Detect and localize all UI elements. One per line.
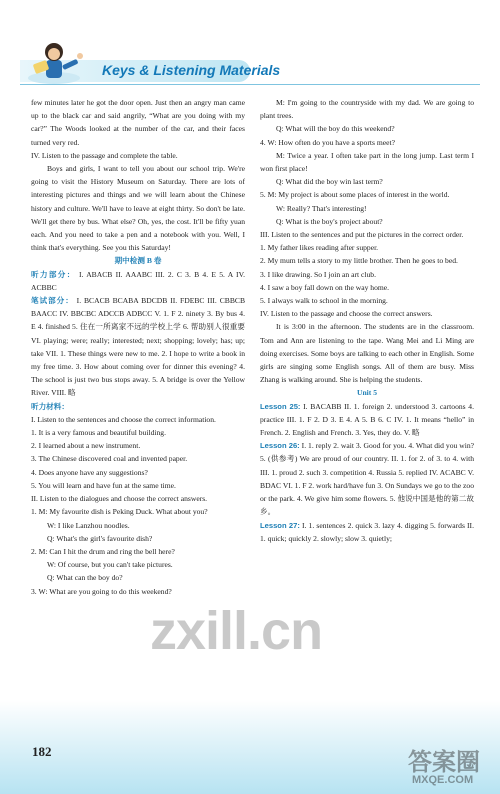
- paragraph-text: Q: What is the boy's project about?: [276, 216, 383, 226]
- paragraph-text: 5. You will learn and have fun at the same time.: [31, 480, 176, 490]
- watermark-center: zxill.cn: [150, 601, 323, 661]
- paragraph: [31, 452, 245, 465]
- paragraph: [260, 122, 474, 135]
- paragraph: [260, 175, 474, 188]
- paragraph: [260, 228, 474, 241]
- paragraph-text: Boys and girls, I want to tell you about our school trip. We're going to visit the History Museum on Saturday. There are lots of interesting pictures and things and we will learn about the Chinese history and culture. We'll have to leave at eight thirty. So don't be late. We'll get there by bus. What else? Oh, yes, the cost. It'll be fifty yuan each. And you need to take a pen and a notebook with you. Well, I think that's everything. See you this Saturday!: [31, 164, 245, 253]
- paragraph: [31, 519, 245, 532]
- paragraph: [31, 294, 245, 400]
- paragraph-text: 1. It is a very famous and beautiful building.: [31, 428, 166, 438]
- paragraph: [260, 96, 474, 122]
- paragraph: [260, 307, 474, 320]
- paragraph: [31, 466, 245, 479]
- section-label: 笔试部分：: [31, 296, 74, 306]
- section-label: Lesson 27:: [260, 520, 300, 530]
- paragraph-text: W: Really? That's interesting!: [276, 203, 367, 213]
- paragraph: [31, 571, 245, 584]
- paragraph: [31, 439, 245, 452]
- paragraph-text: 4. I saw a boy fall down on the way home.: [260, 282, 390, 292]
- paragraph: [260, 294, 474, 307]
- paragraph: [260, 519, 474, 545]
- paragraph-text: W: I like Lanzhou noodles.: [47, 520, 130, 530]
- paragraph-text: Unit 5: [356, 388, 378, 398]
- paragraph: [31, 268, 245, 294]
- header-divider: [20, 84, 480, 85]
- paragraph: [31, 400, 245, 413]
- page-header: [0, 0, 500, 88]
- paragraph: [260, 400, 474, 440]
- paragraph: [260, 281, 474, 294]
- paragraph-text: Q: What's the girl's favourite dish?: [47, 533, 153, 543]
- paragraph-text: 5. M: My project is about some places of interest in the world.: [260, 190, 450, 200]
- paragraph-text: III. Listen to the sentences and put the pictures in the correct order.: [260, 230, 464, 240]
- paragraph-text: 4. Does anyone have any suggestions?: [31, 467, 148, 477]
- watermark-logo: [402, 742, 496, 790]
- paragraph: [31, 492, 245, 505]
- paragraph: [260, 188, 474, 201]
- paragraph: [31, 426, 245, 439]
- paragraph-text: I. 1. reply 2. wait 3. Good for you. 4. What did you win? 5. (供参考) We are proud of our country. II. 1. for 2. of 3. to 4. with III. 1. proud 2. such 3. competition 4. Russia 5. replied IV. ACABC V. BDAC VI. 1. F 2. work hard/have fun 3. On Sundays we go to the zoo or the park. 4. We give him some flowers. 5. 他说中国是他的第二故乡。: [260, 441, 474, 517]
- paragraph-text: 2. M: Can I hit the drum and ring the bell here?: [31, 546, 175, 556]
- page-number: 182: [32, 744, 52, 759]
- paragraph-text: 3. W: What are you going to do this weekend?: [31, 586, 172, 596]
- paragraph: [260, 202, 474, 215]
- left-text-column: [31, 96, 245, 598]
- paragraph-text: IV. Listen to the passage and choose the correct answers.: [260, 309, 433, 319]
- paragraph-text: 2. I learned about a new instrument.: [31, 441, 141, 451]
- paragraph: [260, 241, 474, 254]
- paragraph: [260, 320, 474, 386]
- paragraph-text: 1. My father likes reading after supper.: [260, 243, 379, 253]
- paragraph-text: 4. W: How often do you have a sports meet?: [260, 137, 395, 147]
- paragraph-text: M: Twice a year. I often take part in the long jump. Last term I won first place!: [260, 150, 474, 174]
- paragraph: [31, 254, 245, 267]
- paragraph: [31, 479, 245, 492]
- paragraph: [31, 585, 245, 598]
- paragraph-text: II. Listen to the dialogues and choose the correct answers.: [31, 494, 208, 504]
- paragraph-text: Q: What will the boy do this weekend?: [276, 124, 395, 134]
- paragraph-text: I. BCACB BCABA BDCDB II. FDEBC III. CBBCB BAACC IV. BBCBC ADCCB ADBCC V. 1. F 2. ninety 3. By bus 4. E 4. finished 5. 住在一所离家不远的学校上学 6. 帮助别人很重要 VI. playing; were; really; interested; next; shopping; lovely; has; up; take VII. 1. These things were new to me. 2. I hope to write a book in my free time. 3. How about coming over for dinner this evening? 4. The school is just two bus stops away. 5. A bridge is over the Yellow River. VIII. 略: [31, 296, 246, 398]
- section-label: Lesson 26:: [260, 441, 300, 451]
- section-label: 听力材料：: [31, 401, 69, 411]
- paragraph: [260, 215, 474, 228]
- paragraph: [31, 545, 245, 558]
- paragraph: [31, 149, 245, 162]
- paragraph-text: Q: What did the boy win last term?: [276, 177, 383, 187]
- right-text-column: [260, 96, 474, 545]
- paragraph-text: It is 3:00 in the afternoon. The students are in the classroom. Tom and Ann are listening to the tape. Wang Mei and Li Ming are doing exercises. Some boys are talking to each other in English. Some girls are singing some English songs. All of them are busy. Miss Zhang is walking around. She is helping the students.: [260, 322, 474, 385]
- paragraph-text: 1. M: My favourite dish is Peking Duck. What about you?: [31, 507, 208, 517]
- paragraph: [31, 162, 245, 254]
- paragraph-text: 3. The Chinese discovered coal and invented paper.: [31, 454, 188, 464]
- paragraph: [260, 149, 474, 175]
- paragraph-text: IV. Listen to the passage and complete the table.: [31, 150, 178, 160]
- paragraph-text: W: Of course, but you can't take pictures.: [47, 560, 173, 570]
- paragraph: [260, 254, 474, 267]
- paragraph: [260, 268, 474, 281]
- section-label: Lesson 25:: [260, 401, 301, 411]
- paragraph-text: few minutes later he got the door open. Just then an angry man came up to the black car and said angrily, “What are you doing with my car?” The Woods looked at the number of the car, and their faces turned very red.: [31, 98, 245, 147]
- reading-boy-mascot-icon: [24, 38, 94, 86]
- paragraph: [31, 532, 245, 545]
- paragraph: [31, 505, 245, 518]
- paragraph: [31, 558, 245, 571]
- paragraph-text: 3. I like drawing. So I join an art club.: [260, 269, 376, 279]
- paragraph-text: I. ABACB II. AAABC III. 2. C 3. B 4. E 5. A IV. ACBBC: [31, 269, 245, 292]
- watermark-logo-url: MXQE.COM: [412, 774, 474, 786]
- paragraph: [31, 96, 245, 149]
- paragraph-text: Q: What can the boy do?: [47, 573, 123, 583]
- paragraph: [260, 439, 474, 518]
- section-label: 听力部分：: [31, 269, 76, 279]
- header-title: Keys & Listening Materials: [102, 62, 281, 78]
- paragraph: [31, 413, 245, 426]
- paragraph: [260, 136, 474, 149]
- paragraph-text: 期中检测 B 卷: [114, 256, 162, 266]
- paragraph-text: I. 1. sentences 2. quick 3. lazy 4. digging 5. forwards II. 1. quick; quickly 2. slowly; slow 3. quietly;: [260, 520, 474, 543]
- paragraph-text: M: I'm going to the countryside with my dad. We are going to plant trees.: [260, 98, 474, 121]
- paragraph-text: I. BACABB II. 1. foreign 2. understood 3. cartoons 4. practice III. 1. F 2. D 3. E 4. A 5. B 6. C IV. 1. It means “hello” in French. 2. English and French. 3. Yes, they do. V. 略: [260, 401, 474, 438]
- watermark-logo-title: 答案圈: [408, 748, 480, 776]
- paragraph-text: 5. I always walk to school in the morning.: [260, 296, 388, 306]
- paragraph-text: I. Listen to the sentences and choose the correct information.: [31, 414, 216, 424]
- paragraph: [260, 386, 474, 399]
- paragraph-text: 2. My mum tells a story to my little brother. Then he goes to bed.: [260, 256, 458, 266]
